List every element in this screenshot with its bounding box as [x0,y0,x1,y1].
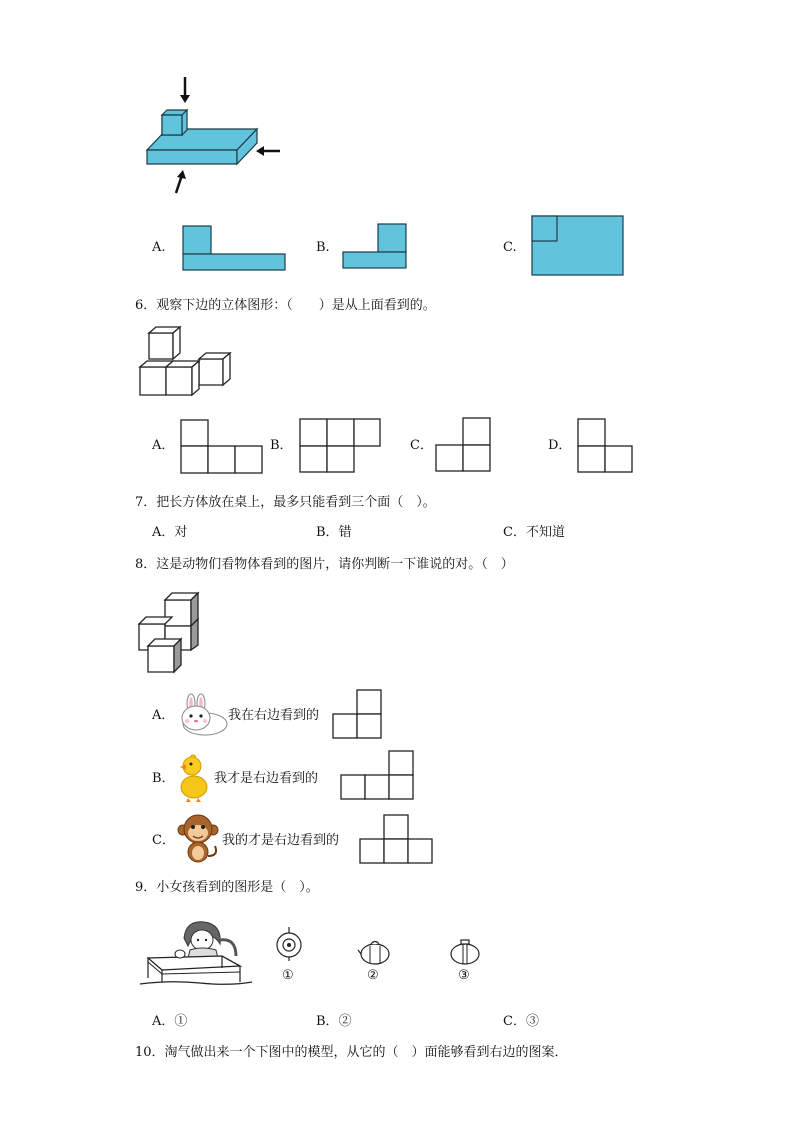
q5-option-c-letter[interactable]: C. [503,240,517,255]
q7-option-b[interactable] [316,525,352,541]
duck-icon [176,753,210,803]
q9-figure-label-2: ② [367,968,379,983]
q9-figure-label-1: ① [282,968,294,983]
q8-option-b-letter[interactable]: B． [152,771,175,786]
q5-option-b-figure[interactable] [342,223,408,269]
q8-solid-figure [137,590,207,674]
q9-option-b-letter: B． [316,1014,339,1029]
arrow-up-icon [176,170,186,193]
q7-option-a-letter: A． [152,525,175,540]
q8-option-a-speech: 我在右边看到的 [228,708,320,723]
arrow-left-icon [256,146,280,156]
q9-figure-label-3: ③ [458,968,470,983]
q7-option-a-text: 对 [174,525,188,540]
teapot-top-view-icon [274,931,304,959]
q6-question: 6．观察下边的立体图形：（ ）是从上面看到的。 [135,298,436,313]
q6-option-b-figure[interactable] [299,418,383,474]
q9-option-a-letter: A． [152,1014,175,1029]
q7-option-c-letter: C． [503,525,526,540]
q6-solid-figure [139,325,239,397]
q6-option-a-figure[interactable] [180,419,264,475]
q8-option-a-view[interactable] [332,689,384,741]
q5-option-a-letter[interactable]: A. [152,240,166,255]
q5-option-c-figure[interactable] [531,215,625,277]
q8-option-b-view[interactable] [340,750,416,802]
rabbit-icon [175,694,229,736]
q6-option-d-figure[interactable] [577,418,635,474]
q6-option-c-letter[interactable]: C． [410,438,433,453]
q7-option-b-text: 错 [338,525,352,540]
q8-option-a-letter[interactable]: A． [152,708,175,723]
arrow-down-icon [180,77,190,103]
q5-option-b-letter[interactable]: B. [316,240,330,255]
girl-at-table-illustration [140,918,252,984]
q9-option-c-letter: C． [503,1014,526,1029]
q7-option-a[interactable] [152,525,187,541]
q7-option-c-text: 不知道 [525,525,565,540]
q10-question: 10．淘气做出来一个下图中的模型，从它的（ ）面能够看到右边的图案． [135,1045,568,1060]
q8-option-b-speech: 我才是右边看到的 [214,771,319,786]
q6-option-c-figure[interactable] [435,417,493,473]
q7-question: 7．把长方体放在桌上，最多只能看到三个面（ ）。 [135,495,436,510]
q9-option-b[interactable] [316,1014,352,1030]
q6-option-d-letter[interactable]: D． [548,438,572,453]
q7-option-c[interactable] [503,525,565,541]
q8-option-c-letter[interactable]: C． [152,833,175,848]
q9-option-c-text: ③ [525,1014,539,1029]
monkey-icon [177,812,221,864]
q5-solid-figure [140,75,290,195]
q8-option-c-view[interactable] [359,814,435,866]
q8-question: 8．这是动物们看物体看到的图片，请你判断一下谁说的对。（ ） [135,557,514,572]
q7-option-b-letter: B． [316,525,339,540]
teapot-front-view-icon [448,938,482,966]
q8-option-c-speech: 我的才是右边看到的 [222,833,340,848]
q6-option-a-letter[interactable]: A． [152,438,175,453]
q5-option-a-figure[interactable] [182,225,288,271]
q9-question: 9．小女孩看到的图形是（ ）。 [135,880,319,895]
q9-option-c[interactable] [503,1014,539,1030]
teapot-side-view-icon [358,938,392,966]
q9-option-b-text: ② [338,1014,352,1029]
q9-option-a-text: ① [174,1014,188,1029]
q6-option-b-letter[interactable]: B． [270,438,293,453]
q9-option-a[interactable] [152,1014,187,1030]
